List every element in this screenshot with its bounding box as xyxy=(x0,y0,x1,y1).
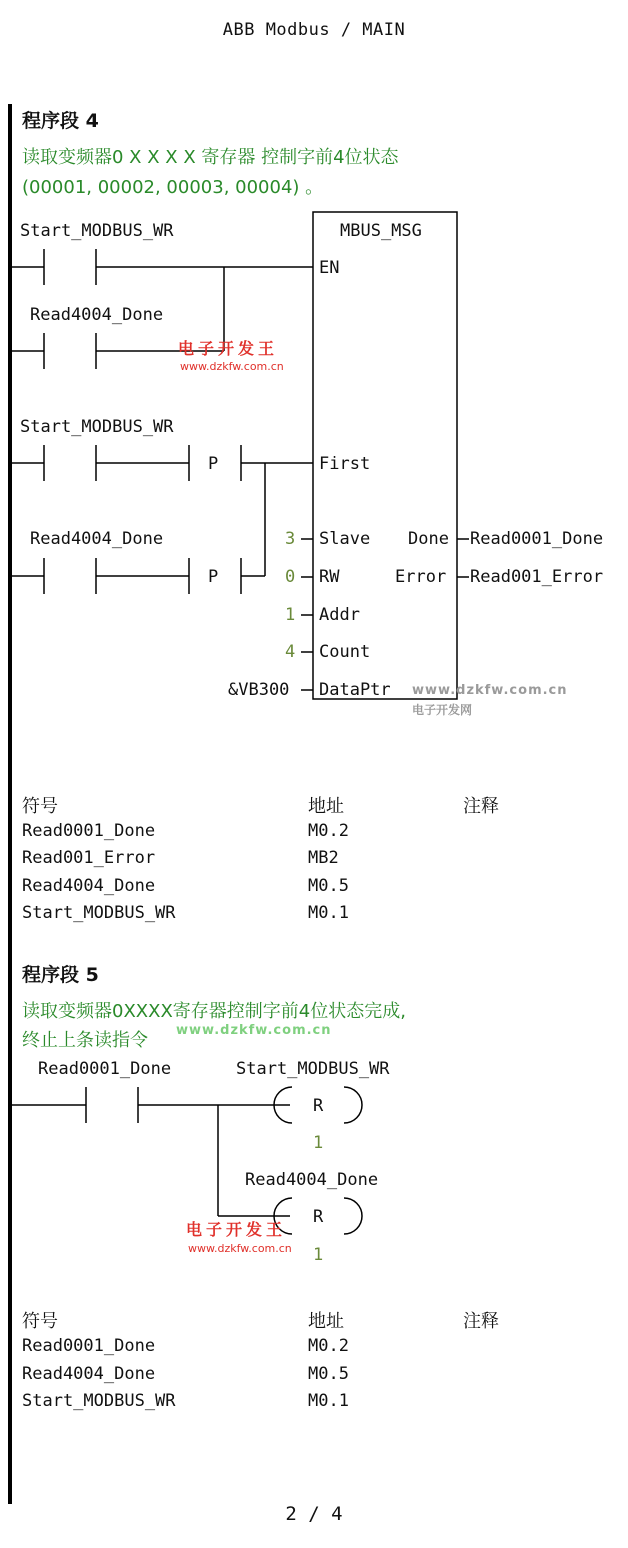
watermark-url-2: www.dzkfw.com.cn xyxy=(188,1242,292,1255)
pin-done: Done xyxy=(408,529,449,549)
pin-rw: RW xyxy=(319,567,340,587)
pin-addr: Addr xyxy=(319,605,360,625)
network-4-comment-line1: 读取变频器0 X X X X 寄存器 控制字前4位状态 xyxy=(22,147,399,168)
symbol-row-address: M0.5 xyxy=(308,1364,349,1384)
pin-first: First xyxy=(319,454,371,474)
contact-read0001-done: Read0001_Done xyxy=(38,1059,172,1079)
pin-slave: Slave xyxy=(319,529,371,549)
coil-2-operand: Read4004_Done xyxy=(245,1170,379,1190)
watermark-cn-title-2: 电子开发王 xyxy=(186,1220,287,1239)
symbol-row-name: Read0001_Done xyxy=(22,821,156,841)
positive-transition-label: P xyxy=(208,454,219,474)
watermark-cn-title: 电子开发王 xyxy=(178,339,279,358)
network-4-title: 程序段 4 xyxy=(22,110,99,132)
symbol-row-address: M0.2 xyxy=(308,1336,349,1356)
symbol-row-name: Start_MODBUS_WR xyxy=(22,903,176,923)
pin-count: Count xyxy=(319,642,371,662)
operand-count-value: 4 xyxy=(285,642,296,662)
symbol-row-address: M0.5 xyxy=(308,876,349,896)
contact-read4004-done-2: Read4004_Done xyxy=(30,529,164,549)
mbus-msg-block-name: MBUS_MSG xyxy=(340,221,422,241)
pin-error: Error xyxy=(395,567,447,587)
symbol-table-header-symbol: 符号 xyxy=(22,796,58,817)
network-5-comment-line2: 终止上条读指令 xyxy=(22,1030,148,1051)
coil-2-type: R xyxy=(313,1207,324,1227)
contact-start-modbus-wr-2: Start_MODBUS_WR xyxy=(20,417,174,437)
symbol-row-address: M0.1 xyxy=(308,1391,349,1411)
symbol-row-address: M0.1 xyxy=(308,903,349,923)
symbol-row-address: M0.2 xyxy=(308,821,349,841)
symbol-row-address: MB2 xyxy=(308,848,339,868)
network-5-comment-line1: 读取变频器0XXXX寄存器控制字前4位状态完成, xyxy=(22,1001,406,1022)
coil-2-right-arc xyxy=(344,1198,362,1234)
operand-dataptr-value: &VB300 xyxy=(228,680,290,700)
watermark-url-green: www.dzkfw.com.cn xyxy=(176,1023,332,1038)
symbol-row-name: Read4004_Done xyxy=(22,876,156,896)
coil-1-operand: Start_MODBUS_WR xyxy=(236,1059,390,1079)
positive-transition-label-2: P xyxy=(208,567,219,587)
output-done-operand: Read0001_Done xyxy=(470,529,604,549)
symbol-row-name: Start_MODBUS_WR xyxy=(22,1391,176,1411)
contact-read4004-done: Read4004_Done xyxy=(30,305,164,325)
network-4-comment-line2: (00001, 00002, 00003, 00004) 。 xyxy=(22,177,324,198)
pin-dataptr: DataPtr xyxy=(319,680,391,700)
symbol-row-name: Read4004_Done xyxy=(22,1364,156,1384)
page-number: 2 / 4 xyxy=(285,1503,343,1525)
watermark-cn-net: 电子开发网 xyxy=(412,703,473,717)
pin-en: EN xyxy=(319,258,340,278)
coil-1-right-arc xyxy=(344,1087,362,1123)
symbol-table-header-symbol: 符号 xyxy=(22,1311,58,1332)
network-5-title: 程序段 5 xyxy=(22,964,99,986)
symbol-row-name: Read0001_Done xyxy=(22,1336,156,1356)
symbol-table-header-address: 地址 xyxy=(308,796,344,817)
symbol-table-header-comment: 注释 xyxy=(463,1311,499,1332)
operand-slave-value: 3 xyxy=(285,529,296,549)
page-header-title: ABB Modbus / MAIN xyxy=(222,20,406,40)
coil-2-count: 1 xyxy=(313,1245,324,1265)
symbol-row-name: Read001_Error xyxy=(22,848,156,868)
coil-1-count: 1 xyxy=(313,1133,324,1153)
coil-1-type: R xyxy=(313,1096,324,1116)
operand-rw-value: 0 xyxy=(285,567,296,587)
output-error-operand: Read001_Error xyxy=(470,567,604,587)
watermark-url-grey: www.dzkfw.com.cn xyxy=(412,683,568,698)
operand-addr-value: 1 xyxy=(285,605,296,625)
contact-start-modbus-wr: Start_MODBUS_WR xyxy=(20,221,174,241)
watermark-url: www.dzkfw.com.cn xyxy=(180,360,284,373)
symbol-table-header-comment: 注释 xyxy=(463,796,499,817)
symbol-table-header-address: 地址 xyxy=(308,1311,344,1332)
